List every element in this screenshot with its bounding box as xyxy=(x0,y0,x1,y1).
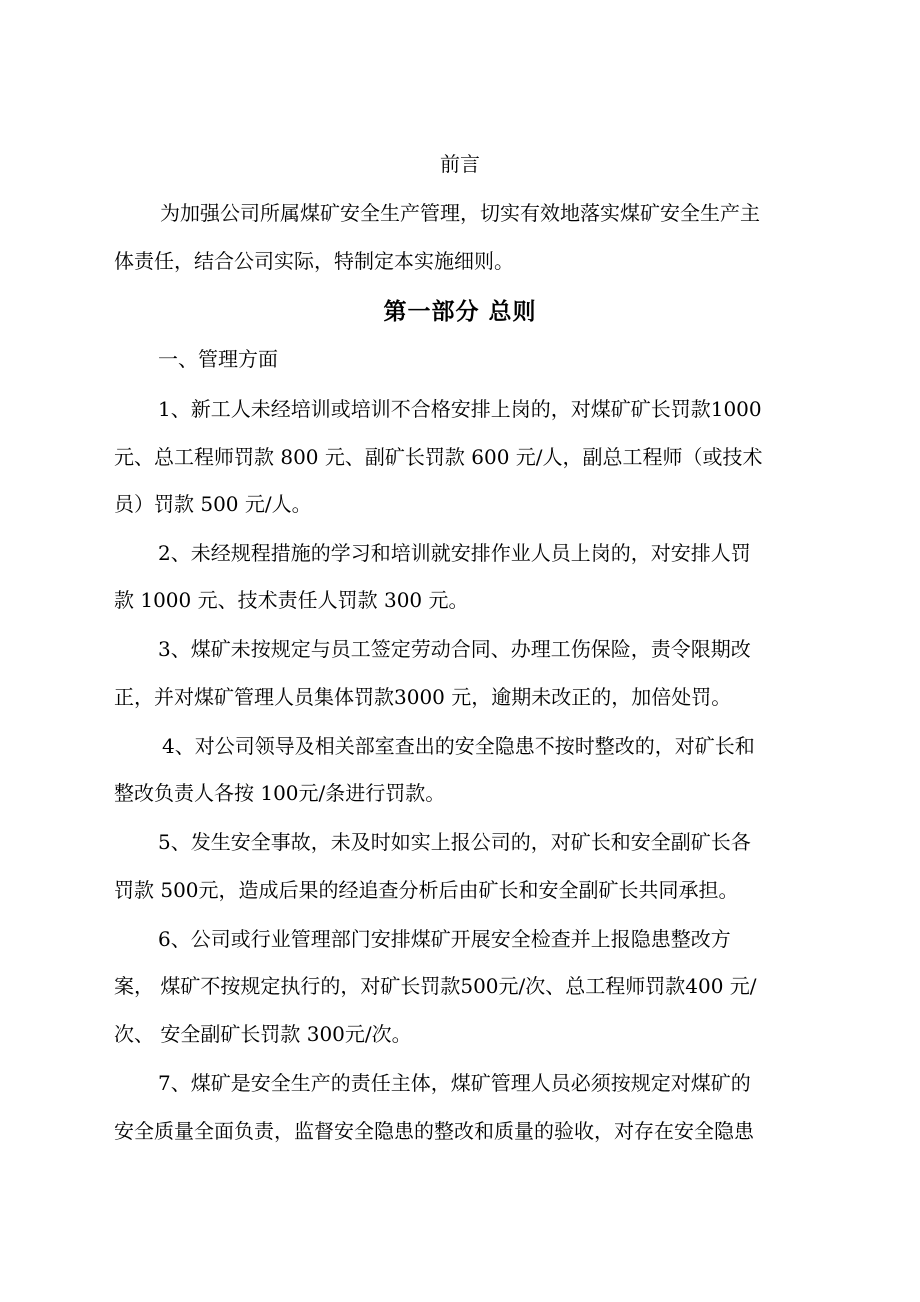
item-4-line-2: 整改负责人各按 100元/条进行罚款。 xyxy=(114,781,446,805)
item-7-line-1: 7、煤矿是安全生产的责任主体，煤矿管理人员必须按规定对煤矿的 xyxy=(158,1071,751,1095)
item-7-line-2: 安全质量全面负责，监督安全隐患的整改和质量的验收，对存在安全隐患 xyxy=(114,1119,754,1143)
item-1-line-1: 1、新工人未经培训或培训不合格安排上岗的，对煤矿矿长罚款1000 xyxy=(158,397,762,421)
item-2-line-2: 款 1000 元、技术责任人罚款 300 元。 xyxy=(114,588,469,612)
item-1-line-3: 员）罚款 500 元/人。 xyxy=(114,492,312,516)
item-3-line-2: 正，并对煤矿管理人员集体罚款3000 元，逾期未改正的，加倍处罚。 xyxy=(114,685,732,709)
item-3-line-1: 3、煤矿未按规定与员工签定劳动合同、办理工伤保险，责令限期改 xyxy=(158,637,751,661)
item-5-line-1: 5、发生安全事故，未及时如实上报公司的，对矿长和安全副矿长各 xyxy=(158,830,751,854)
item-4-line-1: 4、对公司领导及相关部室查出的安全隐患不按时整改的，对矿长和 xyxy=(162,734,755,758)
preface-title: 前言 xyxy=(440,152,480,176)
intro-line-2: 体责任，结合公司实际，特制定本实施细则。 xyxy=(114,249,514,273)
item-5-line-2: 罚款 500元，造成后果的经追查分析后由矿长和安全副矿长共同承担。 xyxy=(114,878,739,902)
item-6-line-2: 案， 煤矿不按规定执行的，对矿长罚款500元/次、总工程师罚款400 元/ xyxy=(114,974,757,998)
item-6-line-1: 6、公司或行业管理部门安排煤矿开展安全检查并上报隐患整改方 xyxy=(158,927,731,951)
item-1-line-2: 元、总工程师罚款 800 元、副矿长罚款 600 元/人，副总工程师（或技术 xyxy=(114,445,763,469)
item-2-line-1: 2、未经规程措施的学习和培训就安排作业人员上岗的，对安排人罚 xyxy=(158,541,751,565)
section-heading: 一、管理方面 xyxy=(158,347,278,371)
intro-line-1: 为加强公司所属煤矿安全生产管理，切实有效地落实煤矿安全生产主 xyxy=(160,201,760,225)
item-6-line-3: 次、 安全副矿长罚款 300元/次。 xyxy=(114,1022,412,1046)
part-heading: 第一部分 总则 xyxy=(383,299,537,325)
